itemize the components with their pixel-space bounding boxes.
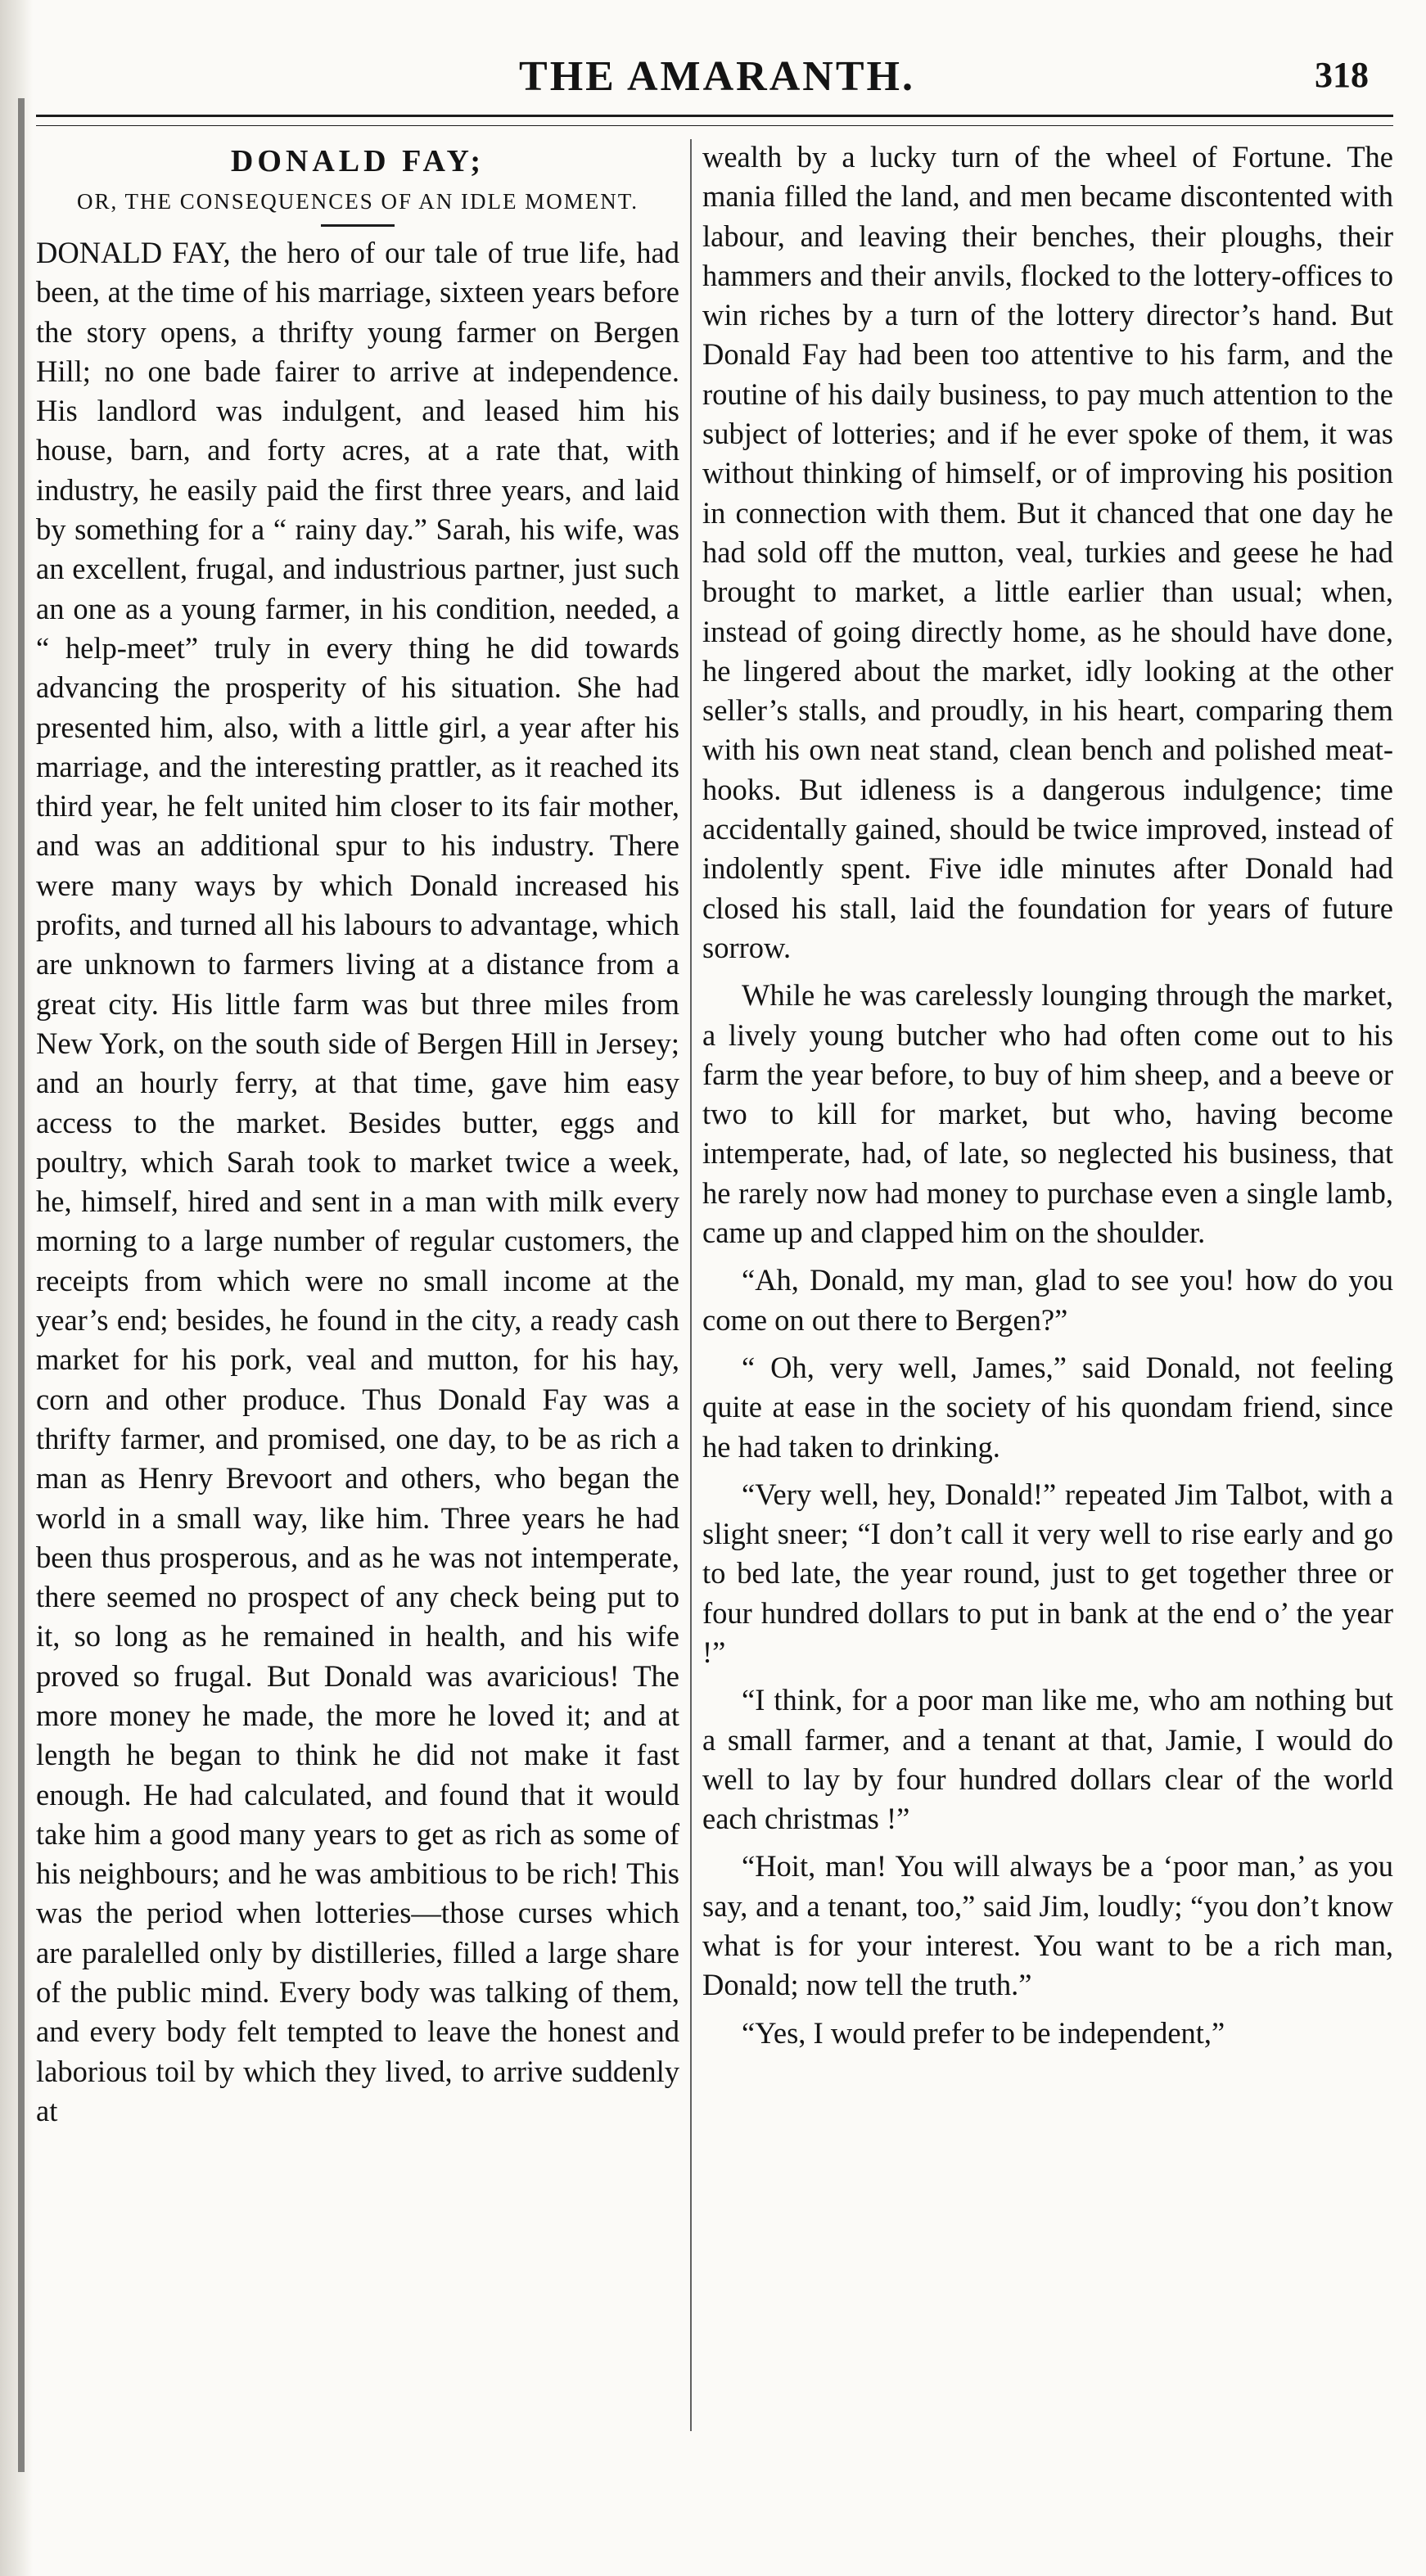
paragraph: wealth by a lucky turn of the wheel of Fortune. The mania filled the land, and men became discontented with labour, and leaving their benches, their ploughs, their hammers and their anvils, flocked to the lottery-offices to win riches by a turn of the lottery director’s hand. But Donald Fay had been too attentive to his farm, and the routine of his daily business, to pay much attention to the subject of lotteries; and if he ever spoke of them, it was without thinking of himself, or of improving his position in connection with them. But it chanced that one day he had sold off the mutton, veal, turkies and geese he had brought to market, a little earlier than usual; when, instead of going directly home, as he should have done, he lingered about the market, idly looking at the other seller’s stalls, and proudly, in his heart, comparing them with his own neat stand, clean bench and polished meat-hooks. But idleness is a dangerous indulgence; time accidentally gained, should be twice improved, instead of indolently spent. Five idle minutes after Donald had closed his stall, laid the foundation for years of future sorrow. [702, 140, 1393, 964]
binding-edge [18, 98, 25, 2472]
column-right [702, 138, 1393, 2528]
title-rule [321, 224, 395, 227]
paragraph: “Yes, I would prefer to be independent,” [742, 2015, 1225, 2050]
journal-title: THE AMARANTH. [519, 53, 915, 100]
column-divider [690, 139, 692, 2431]
paragraph: “Very well, hey, Donald!” repeated Jim Talbot, with a slight sneer; “I don’t call it very well to rise early and go to bed late, the year round, just to get together three or four hundred dollars to put in bank at the end o’ the year !” [702, 1477, 1393, 1669]
column-left [36, 138, 679, 2528]
paragraph: “Hoit, man! You will always be a ‘poor man,’ as you say, and a tenant, too,” said Jim, loudly; “you don’t know what is for your interest. You want to be a rich man, Donald; now tell the truth.” [702, 1849, 1393, 2002]
binding-gutter [0, 0, 33, 2576]
running-head [33, 52, 1401, 118]
article-subtitle: OR, THE CONSEQUENCES OF AN IDLE MOMENT. [76, 189, 639, 214]
paragraph: While he was carelessly lounging through the market, a lively young butcher who had often come out to his farm the year before, to buy of him sheep, and a beeve or two to kill for market, but who, having become intemperate, had, of late, so neglected his business, that he rarely now had money to purchase even a single lamb, came up and clapped him on the shoulder. [702, 978, 1393, 1250]
paragraph: “Ah, Donald, my man, glad to see you! how do you come on out there to Bergen?” [702, 1263, 1393, 1337]
page-number: 318 [1315, 55, 1369, 95]
header-rule [36, 115, 1393, 126]
paragraph: “I think, for a poor man like me, who am nothing but a small farmer, and a tenant at that, Jamie, I would do well to lay by four hundred dollars clear of the world each christmas !” [702, 1683, 1393, 1836]
paragraph: DONALD FAY, the hero of our tale of true life, had been, at the time of his marriage, sixteen years before the story opens, a thrifty young farmer on Bergen Hill; no one bade fairer to arrive at independence. His landlord was indulgent, and leased him his house, barn, and forty acres, at a rate that, with industry, he easily paid the first three years, and laid by something for a “ rainy day.” Sarah, his wife, was an excellent, frugal, and industrious partner, just such an one as a young farmer, in his condition, needed, a “ help-meet” truly in every thing he did towards advancing the prosperity of his situation. She had presented him, also, with a little girl, a year after his marriage, and the interesting prattler, as it reached its third year, he felt united him closer to its fair mother, and was an additional spur to his industry. There were many ways by which Donald increased his profits, and turned all his labours to advantage, which are unknown to farmers living at a distance from a great city. His little farm was but three miles from New York, on the south side of Bergen Hill in Jersey; and an hourly ferry, at that time, gave him easy access to the market. Besides butter, eggs and poultry, which Sarah took to market twice a week, he, himself, hired and sent in a man with milk every morning to a large number of regular customers, the receipts from which were no small income at the year’s end; besides, he found in the city, a ready cash market for his pork, veal and mutton, for his hay, corn and other produce. Thus Donald Fay was a thrifty farmer, and promised, one day, to be as rich a man as Henry Brevoort and others, who began the world in a small way, like him. Three years he had been thus prosperous, and as he was not intemperate, there seemed no prospect of any check being put to it, so long as he remained in health, and his wife proved so frugal. But Donald was avaricious! The more money he made, the more he loved it; and at length he began to think he did not make it fast enough. He had calculated, and found that it would take him a good many years to get as rich as some of his neighbours; and he was ambitious to be rich! This was the period when lotteries—those curses which are paralelled only by distilleries, filled a large share of the public mind. Every body was talking of them, and every body felt tempted to leave the honest and laborious toil by which they lived, to arrive suddenly at [36, 236, 679, 2127]
article-title: DONALD FAY; [230, 144, 485, 178]
paragraph: “ Oh, very well, James,” said Donald, not feeling quite at ease in the society of his quondam friend, since he had taken to drinking. [702, 1350, 1393, 1464]
